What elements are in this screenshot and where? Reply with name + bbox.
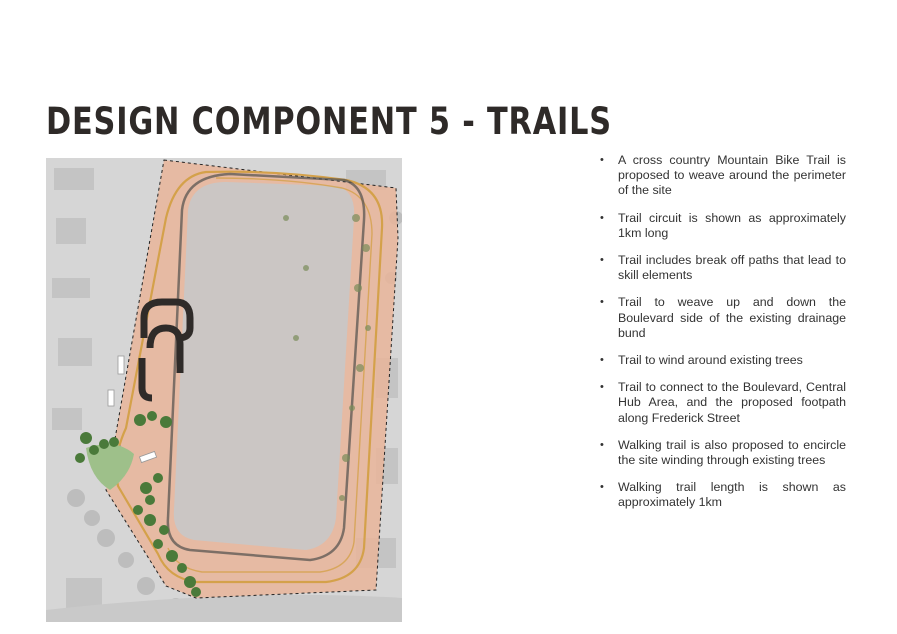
- bullet-item: • Trail circuit is shown as approximately 1km long: [598, 211, 846, 241]
- central-field: [174, 182, 354, 550]
- trail-bullet-list: [598, 153, 846, 523]
- bullet-item: • Walking trail is also proposed to encircle the site winding through existing trees: [598, 438, 846, 468]
- site-plan-map: [46, 158, 402, 622]
- bullet-item: • Walking trail length is shown as approximately 1km: [598, 480, 846, 510]
- bullet-item: • Trail to weave up and down the Boulevard side of the existing drainage bund: [598, 295, 846, 341]
- bullet-item: • A cross country Mountain Bike Trail is proposed to weave around the perimeter of the site: [598, 153, 846, 199]
- bullet-item: • Trail to connect to the Boulevard, Central Hub Area, and the proposed footpath along Frederick Street: [598, 380, 846, 426]
- bullet-item: • Trail includes break off paths that lead to skill elements: [598, 253, 846, 283]
- page-title: DESIGN COMPONENT 5 - TRAILS: [46, 100, 612, 143]
- aerial-site-plan: [46, 158, 402, 622]
- bullet-item: • Trail to wind around existing trees: [598, 353, 846, 368]
